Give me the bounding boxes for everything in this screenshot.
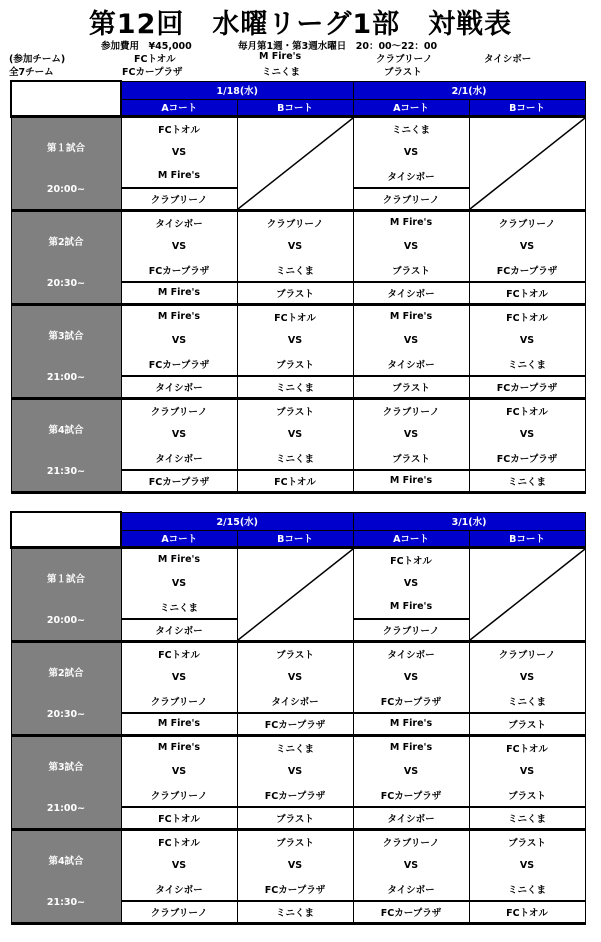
away-team: FCカープラザ [353,689,469,713]
round-label [11,547,121,641]
referee-team: FCトオル [469,282,585,304]
date-header: 1/18(水) [121,81,353,99]
referee-team: タイシボー [121,376,237,398]
round-time: 21:00~ [46,371,86,383]
home-team: FCトオル [469,398,585,422]
round-label [11,398,121,492]
referee-team: ブラスト [237,282,353,304]
away-team: FCカープラザ [353,783,469,807]
round-time: 20:30~ [46,708,86,720]
home-team: クラブリーノ [353,398,469,422]
round-name: 第4試合 [48,855,84,867]
round-label [11,304,121,398]
referee-team: FCカープラザ [469,376,585,398]
round-name: 第4試合 [48,424,84,436]
home-team: ミニくま [237,735,353,759]
round-label [11,829,121,923]
vs-label: VS [121,234,237,258]
team-name: FCトオル [134,54,176,65]
referee-team: FCカープラザ [353,901,469,923]
vs-label: VS [237,759,353,783]
vs-label: VS [469,759,585,783]
home-team: M Fire's [121,547,237,571]
fee-text: 参加費用 ¥45,000 [101,41,192,52]
referee-team: タイシボー [353,807,469,829]
away-team: ミニくま [237,446,353,470]
date-header: 2/15(水) [121,512,353,530]
referee-team: FCトオル [121,807,237,829]
home-team: ブラスト [237,829,353,853]
schedule-table [10,80,586,494]
slash-line [470,118,585,209]
referee-team: ブラスト [469,713,585,735]
vs-label: VS [353,665,469,689]
home-team: クラブリーノ [237,210,353,234]
round-time: 20:00~ [46,614,86,626]
vs-label: VS [121,328,237,352]
away-team: タイシボー [353,164,469,188]
court-b-header: Bコート [469,99,585,116]
away-team: M Fire's [121,164,237,188]
referee-team: M Fire's [353,713,469,735]
slash-line [470,549,585,640]
away-team: ブラスト [353,258,469,282]
referee-team: FCトオル [469,901,585,923]
vs-label: VS [121,140,237,164]
slash-line [238,549,353,640]
away-team: ブラスト [353,446,469,470]
team-name: M Fire's [259,51,302,62]
vs-label: VS [469,665,585,689]
court-b-header: Bコート [237,99,353,116]
court-a-header: Aコート [121,99,237,116]
corner-cell [11,512,121,547]
vs-label: VS [353,571,469,595]
round-time: 20:00~ [46,183,86,195]
home-team: FCトオル [237,304,353,328]
referee-team: ミニくま [237,901,353,923]
round-time: 21:00~ [46,802,86,814]
away-team: タイシボー [121,446,237,470]
round-label [11,735,121,829]
home-team: ブラスト [237,641,353,665]
away-team: ミニくま [237,258,353,282]
vs-label: VS [469,328,585,352]
schedule-text: 毎月第1週・第3週水曜日 20：00〜22：00 [238,41,438,52]
vs-label: VS [121,759,237,783]
home-team: クラブリーノ [469,641,585,665]
court-b-header: Bコート [237,530,353,547]
round-name: 第3試合 [48,330,84,342]
round-name: 第3試合 [48,761,84,773]
away-team: FCカープラザ [469,446,585,470]
vs-label: VS [237,234,353,258]
round-label [11,210,121,304]
vs-label: VS [353,853,469,877]
referee-team: クラブリーノ [353,188,469,210]
round-name: 第2試合 [48,236,84,248]
date-header: 2/1(水) [353,81,585,99]
away-team: タイシボー [237,689,353,713]
referee-team: M Fire's [121,282,237,304]
round-time: 20:30~ [46,277,86,289]
away-team: タイシボー [353,877,469,901]
home-team: M Fire's [121,735,237,759]
referee-team: ブラスト [237,807,353,829]
vs-label: VS [469,234,585,258]
vs-label: VS [237,665,353,689]
home-team: FCトオル [469,735,585,759]
date-header: 3/1(水) [353,512,585,530]
vs-label: VS [121,665,237,689]
home-team: FCトオル [353,547,469,571]
home-team: M Fire's [121,304,237,328]
schedule-block-2 [10,511,584,925]
referee-team: タイシボー [121,619,237,641]
away-team: ミニくま [469,689,585,713]
away-team: ミニくま [469,352,585,376]
home-team: M Fire's [353,735,469,759]
referee-team: FCカープラザ [237,713,353,735]
vs-label: VS [353,328,469,352]
empty-court-cell [469,547,585,641]
home-team: クラブリーノ [469,210,585,234]
round-label [11,116,121,210]
round-time: 21:30~ [46,896,86,908]
referee-team: クラブリーノ [121,188,237,210]
home-team: M Fire's [353,210,469,234]
schedule-block-1 [10,80,584,494]
away-team: FCカープラザ [237,877,353,901]
home-team: FCトオル [121,116,237,140]
court-a-header: Aコート [353,530,469,547]
referee-team: クラブリーノ [121,901,237,923]
round-name: 第１試合 [46,573,85,585]
court-a-header: Aコート [353,99,469,116]
team-name: FCカープラザ [122,67,183,78]
home-team: FCトオル [121,641,237,665]
vs-label: VS [469,853,585,877]
team-name: クラブリーノ [376,54,433,65]
referee-team: クラブリーノ [353,619,469,641]
teams-label: (参加チーム) [9,54,66,65]
away-team: FCカープラザ [121,352,237,376]
home-team: タイシボー [353,641,469,665]
referee-team: ブラスト [353,376,469,398]
referee-team: M Fire's [121,713,237,735]
court-b-header: Bコート [469,530,585,547]
away-team: ブラスト [237,352,353,376]
team-name: ミニくま [262,67,301,78]
referee-team: ミニくま [469,807,585,829]
home-team: クラブリーノ [121,398,237,422]
referee-team: ミニくま [237,376,353,398]
home-team: FCトオル [469,304,585,328]
referee-team: FCトオル [237,470,353,492]
referee-team: タイシボー [353,282,469,304]
referee-team: FCカープラザ [121,470,237,492]
vs-label: VS [353,422,469,446]
empty-court-cell [237,116,353,210]
home-team: ミニくま [353,116,469,140]
vs-label: VS [469,422,585,446]
away-team: タイシボー [121,877,237,901]
vs-label: VS [353,140,469,164]
away-team: ミニくま [121,595,237,619]
page-title: 第12回 水曜リーグ1部 対戦表 [88,9,513,40]
slash-line [238,118,353,209]
referee-team: ミニくま [469,470,585,492]
home-team: ブラスト [237,398,353,422]
vs-label: VS [237,422,353,446]
vs-label: VS [237,853,353,877]
round-label [11,641,121,735]
away-team: FCカープラザ [121,258,237,282]
vs-label: VS [121,422,237,446]
vs-label: VS [121,571,237,595]
away-team: クラブリーノ [121,689,237,713]
away-team: M Fire's [353,595,469,619]
vs-label: VS [353,759,469,783]
referee-team: M Fire's [353,470,469,492]
team-name: タイシボー [484,54,532,65]
court-a-header: Aコート [121,530,237,547]
teams-count: 全7チーム [9,67,54,78]
vs-label: VS [353,234,469,258]
vs-label: VS [121,853,237,877]
home-team: ブラスト [469,829,585,853]
away-team: FCカープラザ [469,258,585,282]
home-team: FCトオル [121,829,237,853]
round-name: 第１試合 [46,142,85,154]
vs-label: VS [237,328,353,352]
away-team: ブラスト [469,783,585,807]
schedule-table [10,511,586,925]
round-time: 21:30~ [46,465,86,477]
home-team: M Fire's [353,304,469,328]
home-team: クラブリーノ [353,829,469,853]
corner-cell [11,81,121,116]
team-name: ブラスト [384,67,422,78]
empty-court-cell [469,116,585,210]
away-team: タイシボー [353,352,469,376]
away-team: ミニくま [469,877,585,901]
empty-court-cell [237,547,353,641]
away-team: FCカープラザ [237,783,353,807]
away-team: クラブリーノ [121,783,237,807]
round-name: 第2試合 [48,667,84,679]
home-team: タイシボー [121,210,237,234]
